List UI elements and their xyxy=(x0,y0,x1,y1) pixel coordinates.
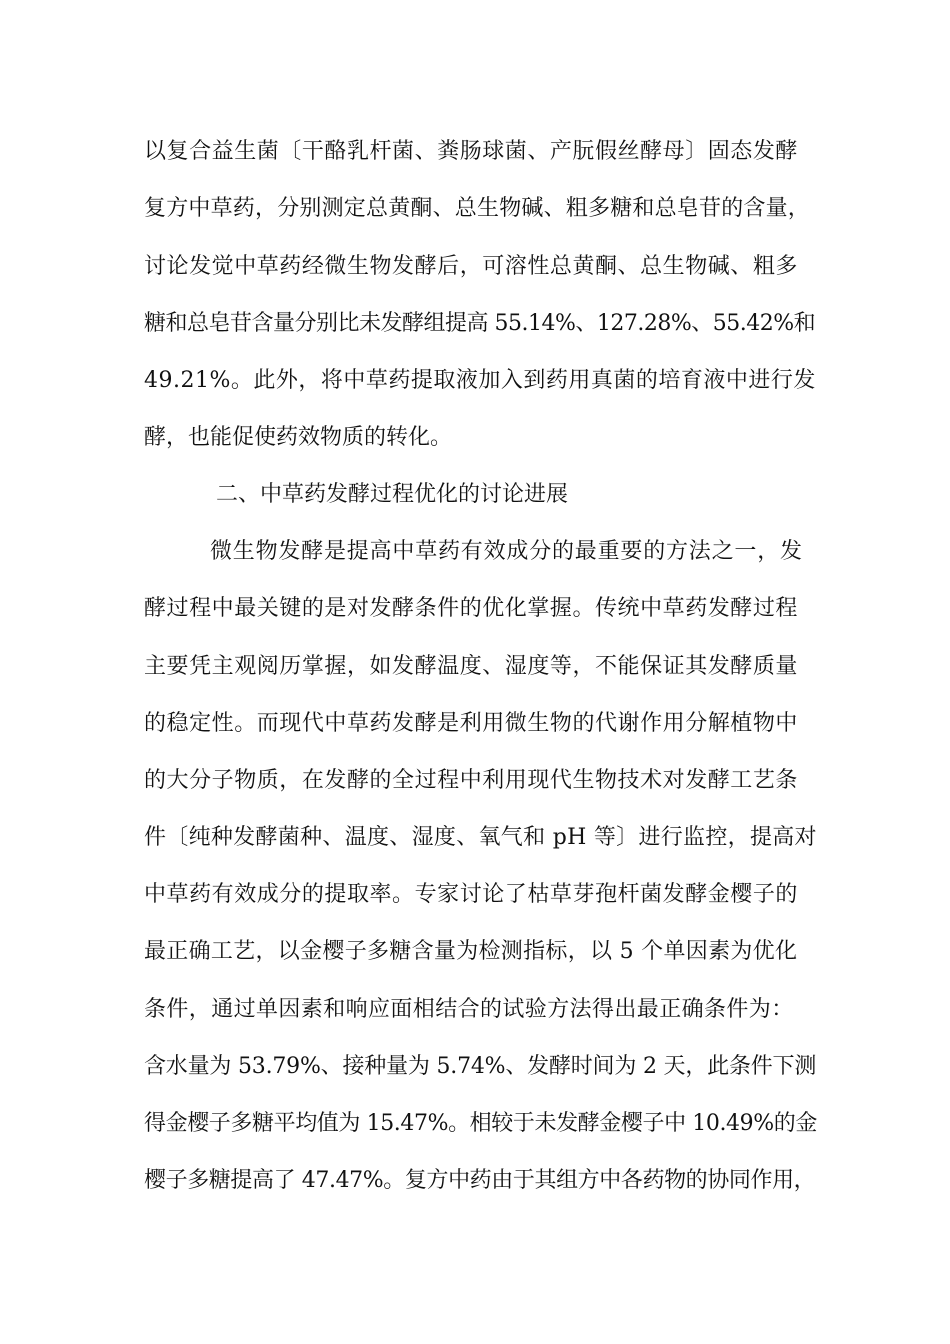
paragraph-line: 微生物发酵是提高中草药有效成分的最重要的方法之一，发 xyxy=(210,539,803,564)
paragraph-line: 酵过程中最关键的是对发酵条件的优化掌握。传统中草药发酵过程 xyxy=(144,596,798,621)
paragraph-line: 含水量为 53.79%、接种量为 5.74%、发酵时间为 2 天，此条件下测 xyxy=(144,1054,817,1079)
paragraph-line: 的稳定性。而现代中草药发酵是利用微生物的代谢作用分解植物中 xyxy=(144,711,798,736)
paragraph-line: 讨论发觉中草药经微生物发酵后，可溶性总黄酮、总生物碱、粗多 xyxy=(144,254,798,279)
paragraph-line: 主要凭主观阅历掌握，如发酵温度、湿度等，不能保证其发酵质量 xyxy=(144,654,798,679)
paragraph-line: 酵，也能促使药效物质的转化。 xyxy=(144,425,453,450)
paragraph-line: 49.21%。此外，将中草药提取液加入到药用真菌的培育液中进行发 xyxy=(144,368,816,393)
paragraph-line: 复方中草药，分别测定总黄酮、总生物碱、粗多糖和总皂苷的含量， xyxy=(144,196,811,221)
paragraph-line: 以复合益生菌〔干酪乳杆菌、粪肠球菌、产朊假丝酵母〕固态发酵 xyxy=(144,139,798,164)
paragraph-line: 糖和总皂苷含量分别比未发酵组提高 55.14%、127.28%、55.42%和 xyxy=(144,311,816,336)
paragraph-line: 得金樱子多糖平均值为 15.47%。相较于未发酵金樱子中 10.49%的金 xyxy=(144,1111,817,1136)
paragraph-line: 最正确工艺，以金樱子多糖含量为检测指标，以 5 个单因素为优化 xyxy=(144,939,798,964)
paragraph-line: 条件，通过单因素和响应面相结合的试验方法得出最正确条件为： xyxy=(144,997,794,1022)
paragraph-line: 樱子多糖提高了 47.47%。复方中药由于其组方中各药物的协同作用， xyxy=(144,1168,816,1193)
paragraph-line: 中草药有效成分的提取率。专家讨论了枯草芽孢杆菌发酵金樱子的 xyxy=(144,882,798,907)
section-heading: 二、中草药发酵过程优化的讨论进展 xyxy=(216,482,569,507)
paragraph-line: 件〔纯种发酵菌种、温度、湿度、氧气和 pH 等〕进行监控，提高对 xyxy=(144,825,817,850)
paragraph-line: 的大分子物质，在发酵的全过程中利用现代生物技术对发酵工艺条 xyxy=(144,768,798,793)
